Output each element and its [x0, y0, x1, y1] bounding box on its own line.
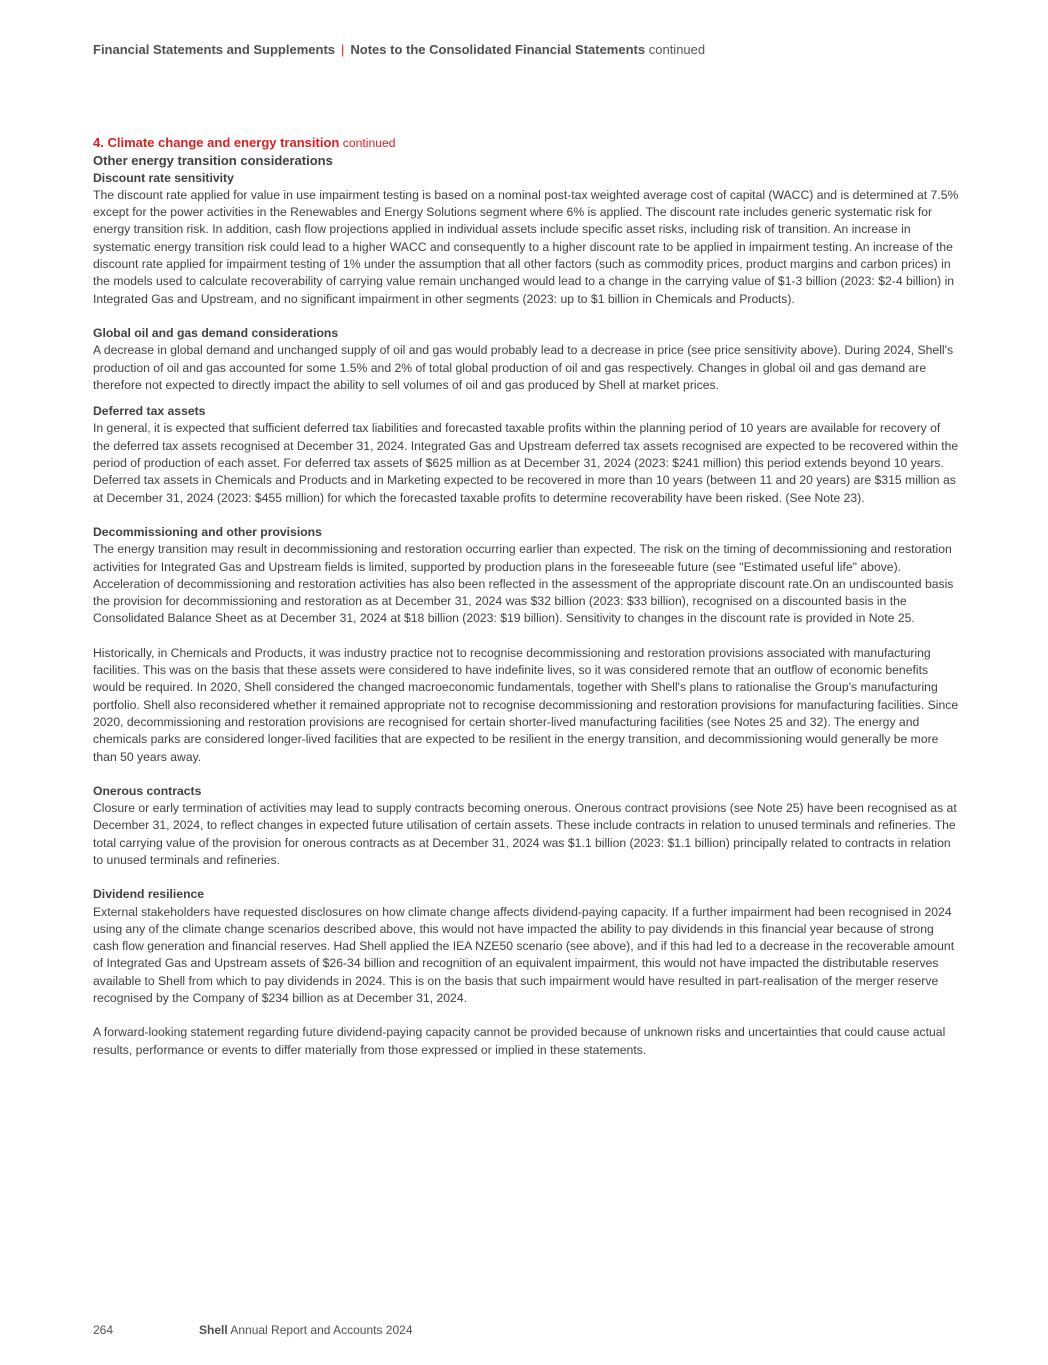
block-decommissioning	[93, 524, 959, 766]
section-subtitle: Other energy transition considerations	[93, 153, 333, 169]
block-deferred-tax	[93, 403, 959, 507]
block-heading: Onerous contracts	[93, 783, 202, 798]
paragraph: A forward-looking statement regarding future dividend-paying capacity cannot be provided because of unknown risks and uncertainties that could cause actual results, performance or events to differ materially from those expressed or implied in these statements.	[93, 1025, 946, 1057]
paragraph: External stakeholders have requested disclosures on how climate change affects dividend-paying capacity. If a further impairment had been recognised in 2024 using any of the climate change scenarios described above, this would not have impacted the ability to pay dividends in this financial year because of strong cash flow generation and financial reserves. Had Shell applied the IEA NZE50 scenario (see above), and if this had led to a decrease in the recoverable amount of Integrated Gas and Upstream assets of $26-34 billion and recognition of an equivalent impairment, this would not have impacted the distributable reserves available to Shell from which to pay dividends in 2024. This is on the basis that such impairment would have resulted in part-realisation of the merger reserve recognised by the Company of $234 billion as at December 31, 2024.	[93, 904, 955, 1006]
page-footer	[93, 1323, 413, 1337]
paragraph: In general, it is expected that sufficient deferred tax liabilities and forecasted taxable profits within the planning period of 10 years are available for recovery of the deferred tax assets recognised at December 31, 2024. Integrated Gas and Upstream deferred tax assets recognised are expected to be recovered within the period of production of each asset. For deferred tax assets of $625 million as at December 31, 2024 (2023: $241 million) this period extends beyond 10 years. Deferred tax assets in Chemicals and Products and in Marketing expected to be recovered in more than 10 years (between 11 and 20 years) are $315 million as at December 31, 2024 (2023: $455 million) for which the forecasted taxable profits to determine recoverability have been risked. (See Note 23).	[93, 421, 959, 505]
paragraph: Historically, in Chemicals and Products, it was industry practice not to recognise decommissioning and restoration provisions associated with manufacturing facilities. This was on the basis that these assets were considered to have indefinite lives, so it was considered remote that an outflow of economic benefits would be required. In 2020, Shell considered the changed macroeconomic fundamentals, together with Shell's plans to rationalise the Group's manufacturing portfolio. Shell also reconsidered whether it remained appropriate not to recognise decommissioning and restoration provisions for manufacturing facilities. Since 2020, decommissioning and restoration provisions are recognised for certain shorter-lived manufacturing facilities (see Notes 25 and 32). The energy and chemicals parks are considered longer-lived facilities that are expected to be resilient in the energy transition, and decommissioning would generally be more than 50 years away.	[93, 645, 959, 764]
block-discount-rate	[93, 170, 959, 308]
header-chapter: Notes to the Consolidated Financial Statements	[350, 42, 646, 57]
block-heading: Deferred tax assets	[93, 404, 206, 419]
header-separator: |	[341, 42, 345, 57]
main-content	[93, 134, 959, 1059]
block-heading: Global oil and gas demand considerations	[93, 325, 339, 340]
section-continued: continued	[342, 136, 396, 150]
footer-publication	[199, 1323, 413, 1337]
section-title: 4. Climate change and energy transition	[93, 135, 340, 150]
paragraph: The energy transition may result in decommissioning and restoration occurring earlier than expected. The risk on the timing of decommissioning and restoration activities for Integrated Gas and Upstream fields is limited, supported by production plans in the foreseeable future (see "Estimated useful life" above). Acceleration of decommissioning and restoration activities has also been reflected in the assessment of the appropriate discount rate.On an undiscounted basis the provision for decommissioning and restoration as at December 31, 2024 was $32 billion (2023: $33 billion), recognised on a discounted basis in the Consolidated Balance Sheet as at December 31, 2024 at $18 billion (2023: $19 billion). Sensitivity to changes in the discount rate is provided in Note 25.	[93, 542, 954, 626]
paragraph: A decrease in global demand and unchanged supply of oil and gas would probably lead to a decrease in price (see price sensitivity above). During 2024, Shell's production of oil and gas accounted for some 1.5% and 2% of total global production of oil and gas respectively. Changes in global oil and gas demand are therefore not expected to directly impact the ability to sell volumes of oil and gas produced by Shell at market prices.	[93, 343, 954, 392]
page-number: 264	[93, 1323, 114, 1337]
header-section: Financial Statements and Supplements	[93, 42, 335, 57]
paragraph: The discount rate applied for value in use impairment testing is based on a nominal post-tax weighted average cost of capital (WACC) and is determined at 7.5% except for the power activities in the Renewables and Energy Solutions segment where 6% is applied. The discount rate includes generic systematic risk for energy transition risk. In addition, cash flow projections applied in individual assets include specific asset risks, including risk of transition. An increase in systematic energy transition risk could lead to a higher WACC and consequently to a higher discount rate to be applied in impairment testing. An increase of the discount rate applied for impairment testing of 1% under the assumption that all other factors (such as commodity prices, product margins and carbon prices) in the models used to calculate recoverability of carrying value remain unchanged would lead to a change in the carrying value of $1-3 billion (2023: $2-4 billion) in Integrated Gas and Upstream, and no significant impairment in other segments (2023: up to $1 billion in Chemicals and Products).	[93, 187, 959, 306]
block-onerous-contracts	[93, 783, 959, 869]
block-heading: Discount rate sensitivity	[93, 170, 234, 185]
block-dividend-resilience	[93, 886, 959, 1059]
block-heading: Dividend resilience	[93, 887, 205, 902]
header-continued: continued	[648, 42, 706, 57]
paragraph: Closure or early termination of activities may lead to supply contracts becoming onerous. Onerous contract provisions (see Note 25) have been recognised as at December 31, 2024, to reflect changes in expected future utilisation of certain assets. These include contracts in relation to unused terminals and refineries. The total carrying value of the provision for onerous contracts as at December 31, 2024 was $1.1 billion (2023: $1.1 billion) principally related to contracts in relation to unused terminals and refineries.	[93, 801, 957, 867]
section-heading	[93, 134, 959, 152]
footer-title: Annual Report and Accounts 2024	[230, 1323, 413, 1337]
block-oil-gas-demand	[93, 325, 959, 394]
footer-brand: Shell	[199, 1323, 228, 1337]
running-header	[93, 42, 705, 57]
block-heading: Decommissioning and other provisions	[93, 524, 322, 539]
